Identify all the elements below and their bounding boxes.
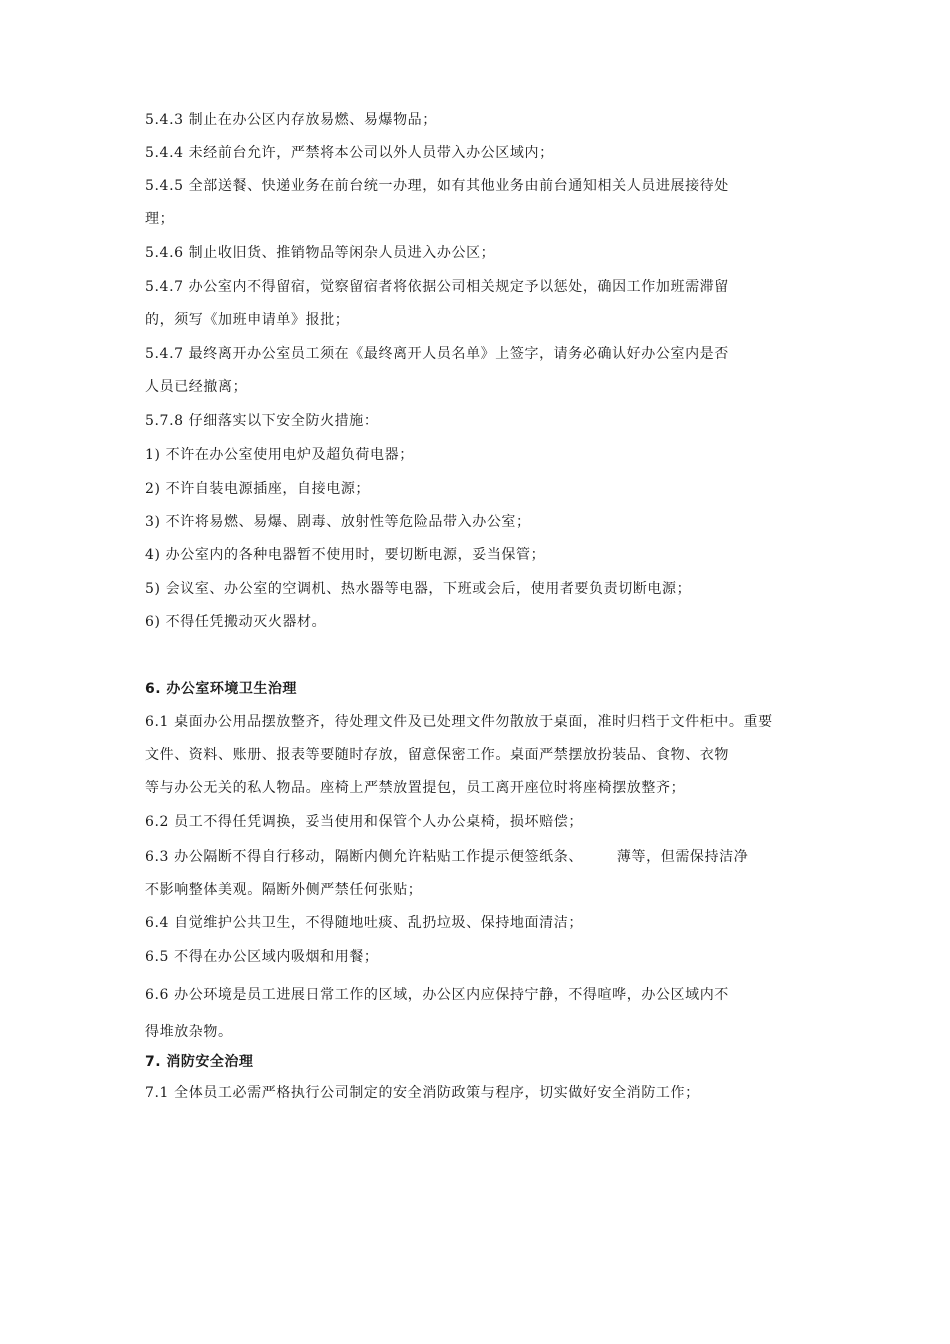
fire-measure-1: 1) 不许在办公室使用电炉及超负荷电器； [145,447,414,463]
clause-5-4-5-line1: 5.4.5 全部送餐、快递业务在前台统一办理，如有其他业务由前台通知相关人员进展接待处 [145,178,729,194]
section-7-heading: 7. 消防安全治理 [145,1054,254,1070]
clause-6-3-part2: 薄等，但需保持洁净 [616,849,749,865]
clause-6-3-line2: 不影响整体美观。隔断外侧严禁任何张贴； [145,882,423,898]
clause-6-5: 6.5 不得在办公区域内吸烟和用餐； [145,949,379,965]
clause-5-4-4: 5.4.4 未经前台允许，严禁将本公司以外人员带入办公区域内； [145,145,554,161]
clause-5-4-3: 5.4.3 制止在办公区内存放易燃、易爆物品； [145,112,437,128]
clause-5-4-7a-line2: 的，须写《加班申请单》报批； [145,312,350,328]
clause-6-1-line1: 6.1 桌面办公用品摆放整齐，待处理文件及已处理文件勿散放于桌面，准时归档于文件柜中。重要 [145,714,773,730]
clause-6-2: 6.2 员工不得任凭调换，妥当使用和保管个人办公桌椅，损坏赔偿； [145,814,583,830]
fire-measure-4: 4) 办公室内的各种电器暂不使用时，要切断电源，妥当保管； [145,547,546,563]
clause-5-7-8: 5.7.8 仔细落实以下安全防火措施： [145,413,379,429]
clause-6-6-line1: 6.6 办公环境是员工进展日常工作的区域，办公区内应保持宁静，不得喧哗，办公区域内不 [145,987,729,1003]
fire-measure-3: 3) 不许将易燃、易爆、剧毒、放射性等危险品带入办公室； [145,514,531,530]
clause-7-1: 7.1 全体员工必需严格执行公司制定的安全消防政策与程序，切实做好安全消防工作； [145,1085,700,1101]
clause-5-4-7b-line2: 人员已经撤离； [145,379,248,395]
clause-6-3-line1 [145,847,748,867]
fire-measure-5: 5) 会议室、办公室的空调机、热水器等电器，下班或会后，使用者要负责切断电源； [145,581,692,597]
clause-6-6-line2: 得堆放杂物。 [145,1024,233,1040]
section-6-heading: 6. 办公室环境卫生治理 [145,681,297,697]
clause-5-4-7b-line1: 5.4.7 最终离开办公室员工须在《最终离开人员名单》上签字，请务必确认好办公室内是否 [145,346,729,362]
fire-measure-2: 2) 不许自装电源插座，自接电源； [145,481,371,497]
clause-6-1-line3: 等与办公无关的私人物品。座椅上严禁放置提包，员工离开座位时将座椅摆放整齐； [145,780,686,796]
clause-5-4-6: 5.4.6 制止收旧货、推销物品等闲杂人员进入办公区； [145,245,496,261]
clause-5-4-7a-line1: 5.4.7 办公室内不得留宿，觉察留宿者将依据公司相关规定予以惩处，确因工作加班需滞留 [145,279,729,295]
clause-6-1-line2: 文件、资料、账册、报表等要随时存放，留意保密工作。桌面严禁摆放扮装品、食物、衣物 [145,747,729,763]
fire-measure-6: 6) 不得任凭搬动灭火器材。 [145,614,327,630]
clause-6-3-part1: 6.3 办公隔断不得自行移动，隔断内侧允许粘贴工作提示便签纸条、 [145,849,583,865]
clause-5-4-5-line2: 理； [145,211,175,227]
clause-6-4: 6.4 自觉维护公共卫生，不得随地吐痰、乱扔垃圾、保持地面清洁； [145,915,583,931]
